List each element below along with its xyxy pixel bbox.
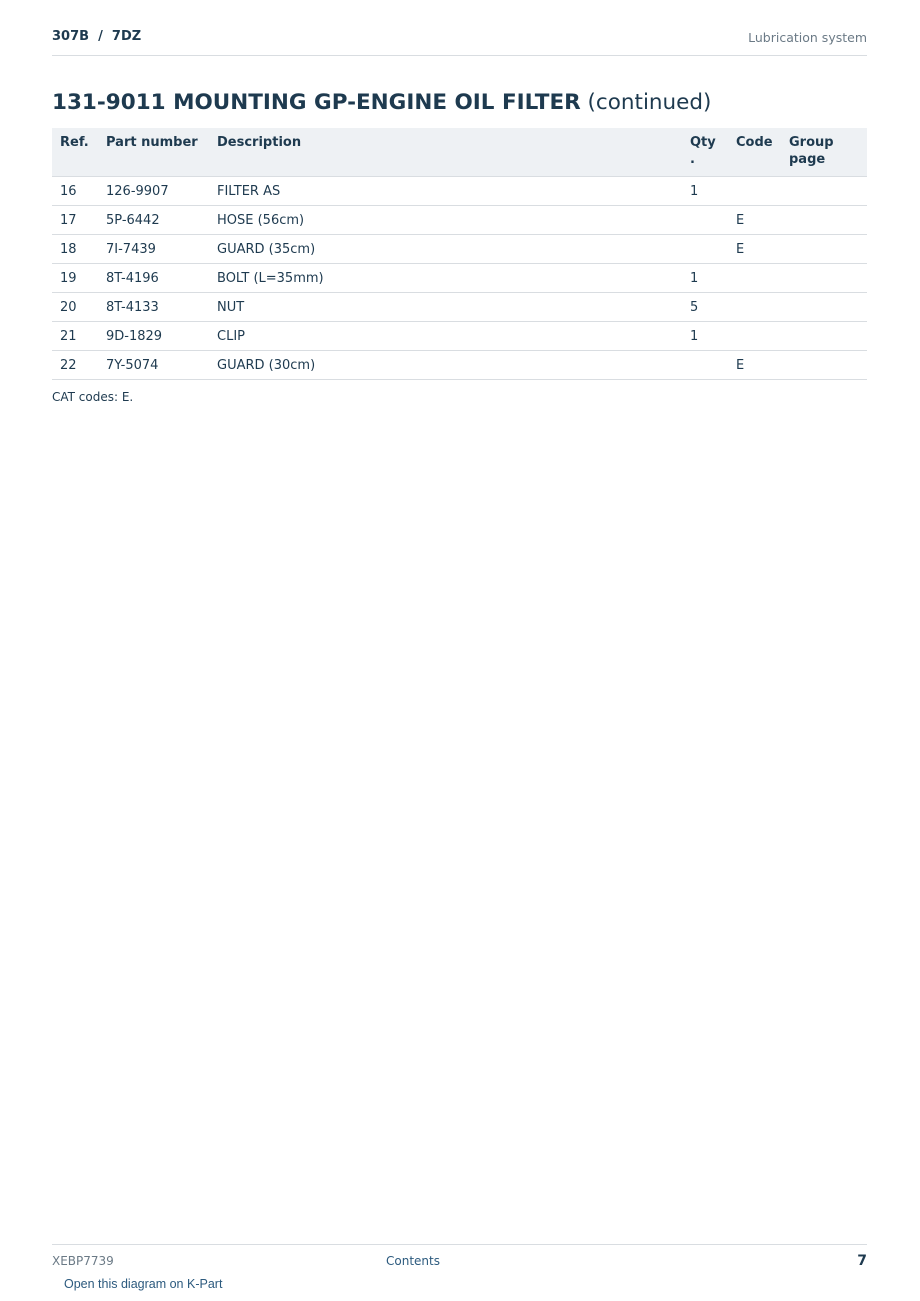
col-header-group-page — [781, 128, 867, 177]
cell-qty: 5 — [682, 293, 728, 322]
table-row — [52, 322, 867, 351]
cell-part-number: 8T-4133 — [98, 293, 209, 322]
document-id: XEBP7739 — [52, 1254, 114, 1268]
table-row — [52, 235, 867, 264]
parts-table-header — [52, 128, 867, 177]
cell-part-number: 5P-6442 — [98, 206, 209, 235]
col-header-description: Description — [209, 128, 682, 177]
section-name: Lubrication system — [748, 30, 867, 45]
cell-part-number: 7Y-5074 — [98, 351, 209, 380]
cell-description: BOLT (L=35mm) — [209, 264, 682, 293]
cell-qty: 1 — [682, 264, 728, 293]
cell-code — [728, 264, 781, 293]
cell-group-page — [781, 235, 867, 264]
cell-description: GUARD (30cm) — [209, 351, 682, 380]
cell-code — [728, 177, 781, 206]
machine-model: 307B / 7DZ — [52, 29, 142, 44]
table-row — [52, 206, 867, 235]
cell-ref: 18 — [52, 235, 98, 264]
cell-description: FILTER AS — [209, 177, 682, 206]
parts-table-body — [52, 177, 867, 380]
cell-ref: 22 — [52, 351, 98, 380]
cell-group-page — [781, 293, 867, 322]
page-header — [52, 28, 867, 56]
header-row — [52, 128, 867, 177]
document-page — [52, 0, 867, 1300]
col-header-ref: Ref. — [52, 128, 98, 177]
cell-ref: 16 — [52, 177, 98, 206]
cell-description: GUARD (35cm) — [209, 235, 682, 264]
assembly-title: 131-9011 MOUNTING GP-ENGINE OIL FILTER — [52, 90, 581, 115]
cell-part-number: 9D-1829 — [98, 322, 209, 351]
col-header-qty-line1: Qty — [690, 135, 716, 150]
col-header-qty-line2: . — [690, 152, 695, 167]
open-kpart-link[interactable]: Open this diagram on K-Part — [64, 1277, 223, 1291]
table-row — [52, 177, 867, 206]
cell-code — [728, 322, 781, 351]
page-number: 7 — [857, 1253, 867, 1269]
cell-ref: 19 — [52, 264, 98, 293]
cell-description: CLIP — [209, 322, 682, 351]
cell-description: NUT — [209, 293, 682, 322]
cat-codes-note: CAT codes: E. — [52, 390, 134, 404]
cell-description: HOSE (56cm) — [209, 206, 682, 235]
cell-code — [728, 293, 781, 322]
cell-qty: 1 — [682, 177, 728, 206]
continued-label: (continued) — [587, 90, 712, 115]
cell-group-page — [781, 322, 867, 351]
cell-code: E — [728, 351, 781, 380]
col-header-part-number: Part number — [98, 128, 209, 177]
cell-part-number: 8T-4196 — [98, 264, 209, 293]
col-header-qty — [682, 128, 728, 177]
cell-group-page — [781, 264, 867, 293]
cell-ref: 20 — [52, 293, 98, 322]
col-header-group-line1: Group — [789, 135, 834, 150]
table-row — [52, 264, 867, 293]
table-row — [52, 351, 867, 380]
cell-ref: 21 — [52, 322, 98, 351]
contents-link[interactable]: Contents — [386, 1254, 440, 1268]
cell-group-page — [781, 177, 867, 206]
cell-group-page — [781, 351, 867, 380]
cell-group-page — [781, 206, 867, 235]
table-row — [52, 293, 867, 322]
cell-qty — [682, 206, 728, 235]
col-header-code: Code — [728, 128, 781, 177]
cell-ref: 17 — [52, 206, 98, 235]
cell-qty — [682, 351, 728, 380]
cell-qty — [682, 235, 728, 264]
parts-table — [52, 128, 867, 380]
cell-part-number: 126-9907 — [98, 177, 209, 206]
cell-qty: 1 — [682, 322, 728, 351]
cell-code: E — [728, 235, 781, 264]
col-header-group-line2: page — [789, 152, 826, 167]
cell-part-number: 7I-7439 — [98, 235, 209, 264]
cell-code: E — [728, 206, 781, 235]
page-footer — [52, 1244, 867, 1301]
page-title — [52, 90, 711, 115]
